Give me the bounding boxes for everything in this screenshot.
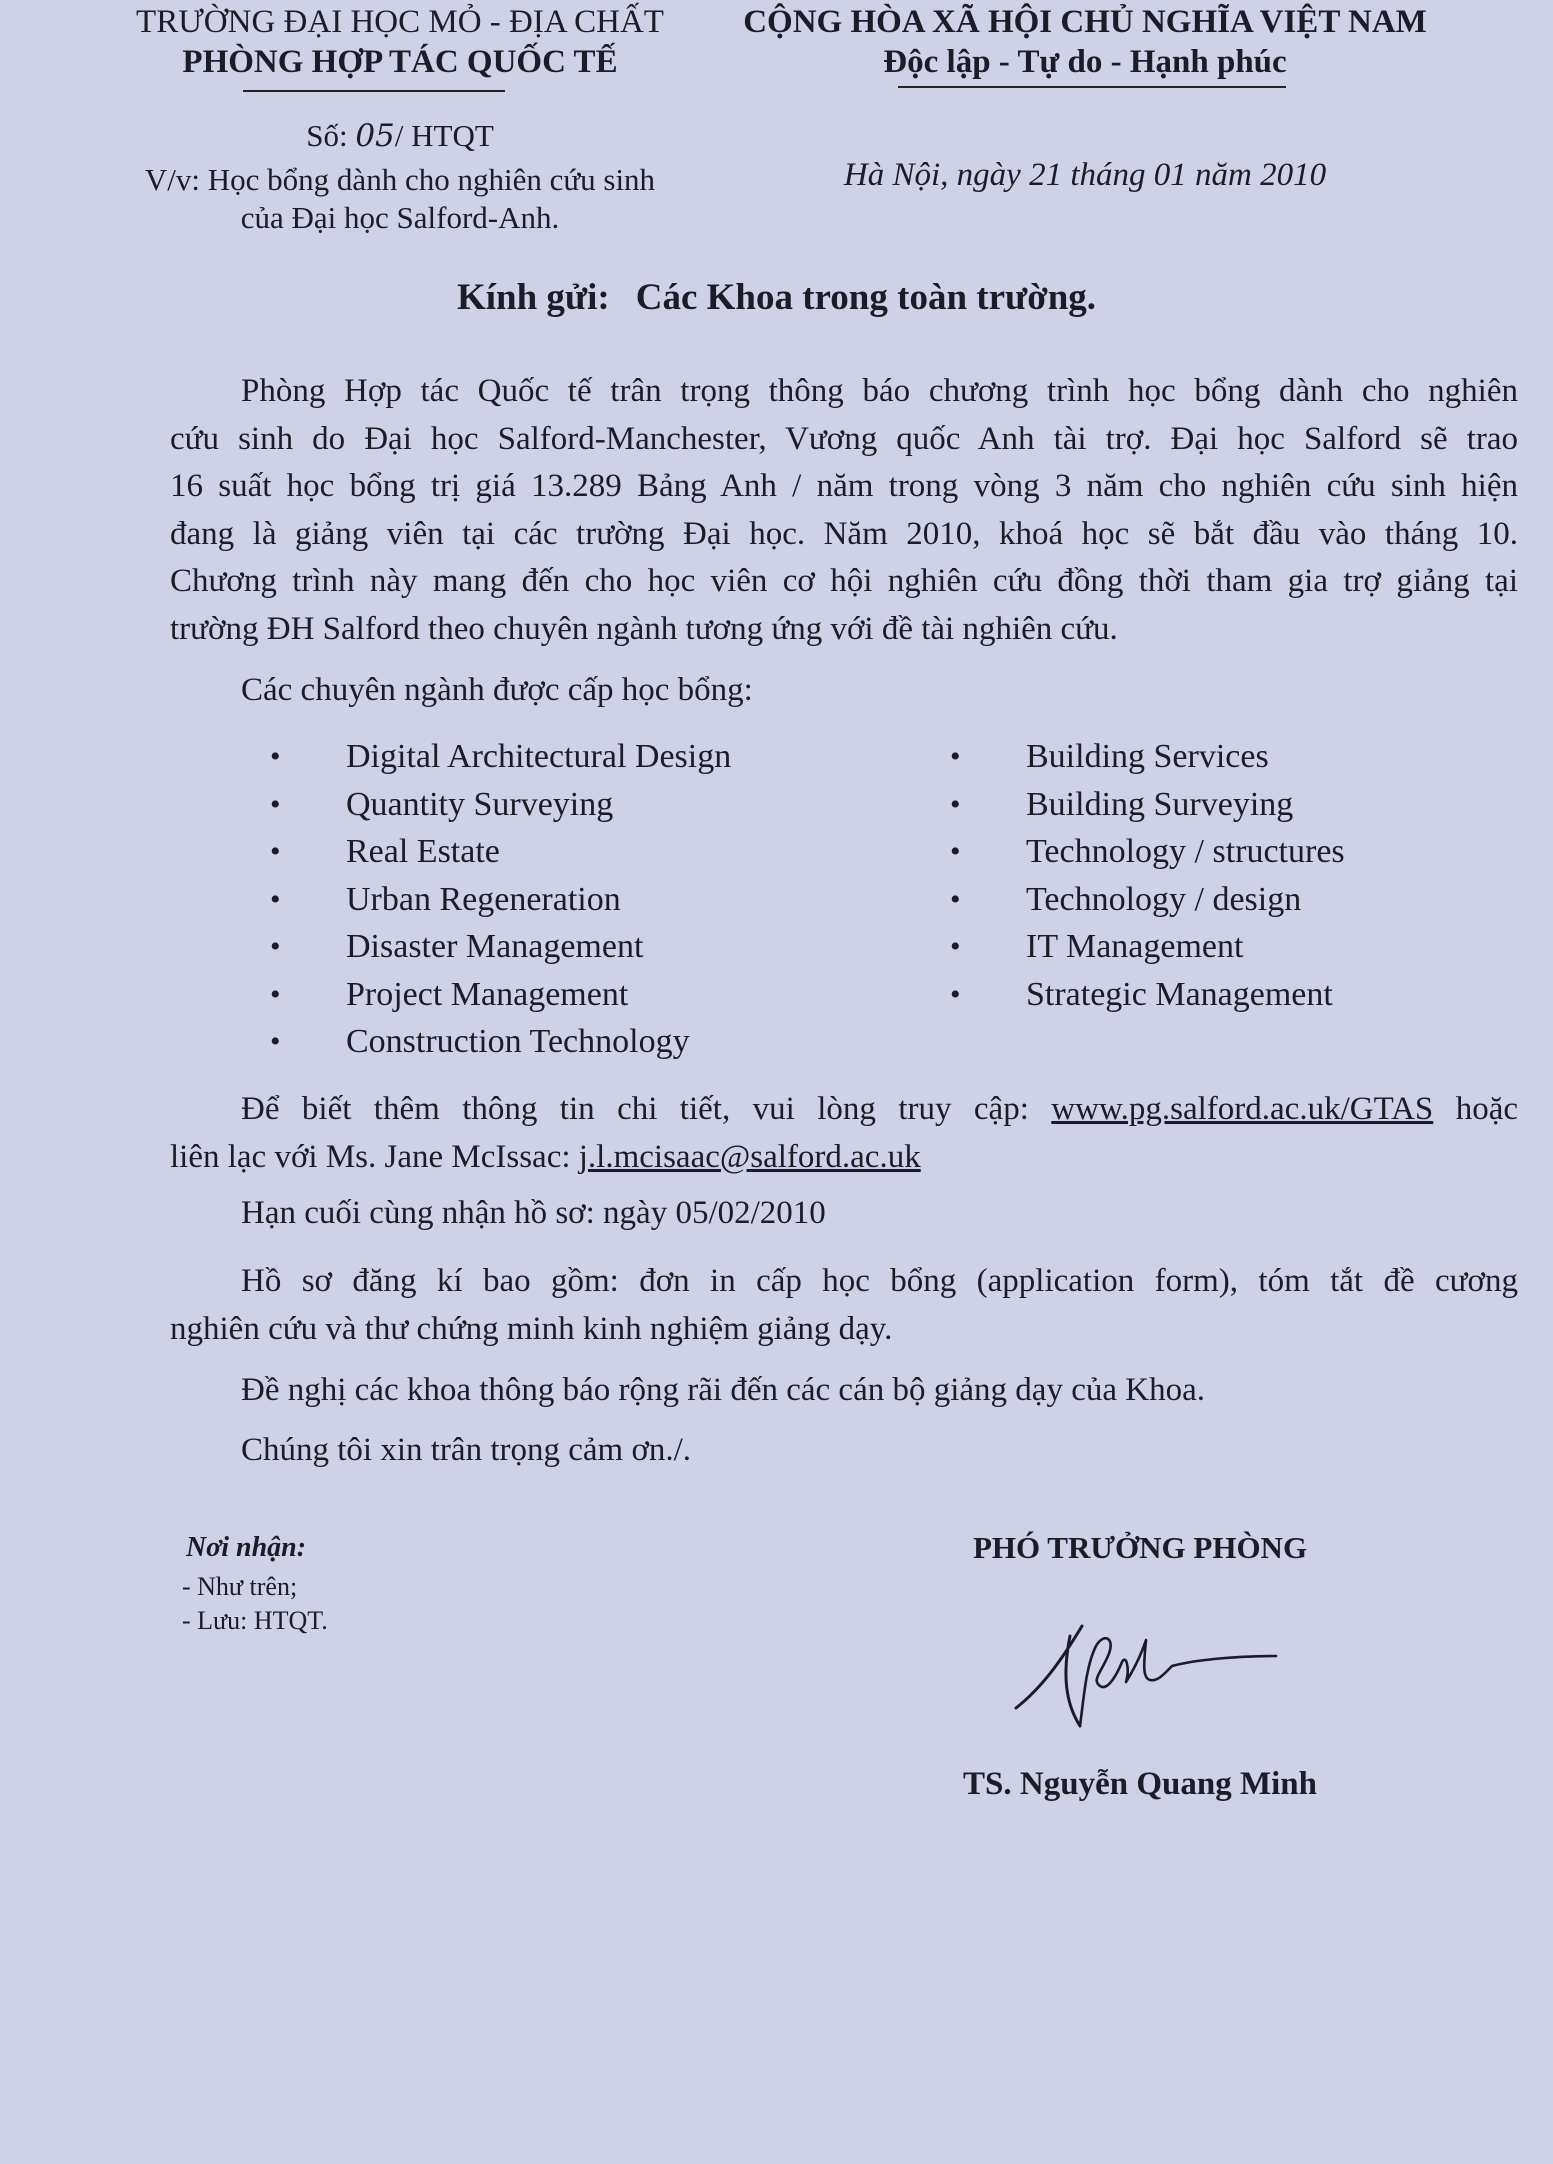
list-item: • Project Management bbox=[270, 971, 731, 1019]
recipients-title: Nơi nhận: bbox=[186, 1532, 307, 1563]
nation-motto: Độc lập - Tự do - Hạnh phúc bbox=[883, 44, 1287, 80]
info-line-1 bbox=[170, 1086, 1518, 1134]
document-number-suffix: / HTQT bbox=[394, 118, 494, 153]
request-text: Đề nghị các khoa thông báo rộng rãi đến các cán bộ giảng dạy của Khoa. bbox=[241, 1372, 1205, 1408]
intro-line: Phòng Hợp tác Quốc tế trân trọng thông báo chương trình học bổng dành cho nghiên bbox=[241, 373, 1518, 409]
info-paragraph bbox=[170, 1086, 1518, 1181]
thanks-text: Chúng tôi xin trân trọng cảm ơn./. bbox=[241, 1432, 692, 1468]
dossier-line: Hồ sơ đăng kí bao gồm: đơn in cấp học bổng (application form), tóm tắt đề cương bbox=[241, 1263, 1518, 1299]
document-number-prefix: Số: bbox=[306, 118, 348, 153]
recipient-item: - Lưu: HTQT. bbox=[182, 1606, 328, 1635]
dossier-line: nghiên cứu và thư chứng minh kinh nghiệm giảng dạy. bbox=[170, 1310, 893, 1347]
intro-line: cứu sinh do Đại học Salford-Manchester, Vương quốc Anh tài trợ. Đại học Salford sẽ trao bbox=[170, 420, 1518, 457]
deadline: Hạn cuối cùng nhận hồ sơ: ngày 05/02/2010 bbox=[241, 1195, 826, 1231]
contact-text: liên lạc với Ms. Jane McIssac: bbox=[170, 1138, 571, 1175]
list-item: • Urban Regeneration bbox=[270, 876, 731, 924]
info-text: Để biết thêm thông tin chi tiết, vui lòng truy cập: bbox=[241, 1091, 1029, 1127]
intro-line: trường ĐH Salford theo chuyên ngành tương ứng với đề tài nghiên cứu. bbox=[170, 610, 1118, 647]
recipient-item: - Như trên; bbox=[182, 1572, 298, 1601]
intro-paragraph bbox=[170, 368, 1518, 653]
intro-line: đang là giảng viên tại các trường Đại học. Năm 2010, khoá học sẽ bắt đầu vào tháng 10. bbox=[170, 515, 1518, 552]
subject-line-1: V/v: Học bổng dành cho nghiên cứu sinh bbox=[144, 162, 656, 197]
list-item: • Strategic Management bbox=[950, 971, 1345, 1019]
info-line-2 bbox=[170, 1134, 1518, 1182]
list-item: • Real Estate bbox=[270, 828, 731, 876]
greeting-recipient: Các Khoa trong toàn trường. bbox=[635, 277, 1097, 318]
fields-list-left bbox=[270, 733, 731, 1066]
list-item: • Building Surveying bbox=[950, 781, 1345, 829]
list-item: • Disaster Management bbox=[270, 923, 731, 971]
list-item: • IT Management bbox=[950, 923, 1345, 971]
list-item: • Construction Technology bbox=[270, 1018, 731, 1066]
fields-title: Các chuyên ngành được cấp học bổng: bbox=[241, 672, 753, 708]
list-item: • Quantity Surveying bbox=[270, 781, 731, 829]
greeting bbox=[0, 276, 1553, 319]
list-item: • Digital Architectural Design bbox=[270, 733, 731, 781]
header-right-rule bbox=[898, 86, 1286, 88]
signer-name: TS. Nguyễn Quang Minh bbox=[963, 1766, 1317, 1802]
signer-title: PHÓ TRƯỞNG PHÒNG bbox=[972, 1530, 1308, 1565]
document-number bbox=[110, 118, 690, 154]
email-link[interactable]: j.l.mcisaac@salford.ac.uk bbox=[578, 1138, 921, 1175]
info-text-end: hoặc bbox=[1455, 1091, 1519, 1127]
document-number-value: 05 bbox=[355, 118, 395, 154]
list-item: • Building Services bbox=[950, 733, 1345, 781]
list-item: • Technology / structures bbox=[950, 828, 1345, 876]
greeting-label: Kính gửi: bbox=[456, 277, 610, 318]
intro-line: 16 suất học bổng trị giá 13.289 Bảng Anh / năm trong vòng 3 năm cho nghiên cứu sinh hiện bbox=[170, 468, 1518, 504]
document-date: Hà Nội, ngày 21 tháng 01 năm 2010 bbox=[843, 157, 1327, 193]
website-link[interactable]: www.pg.salford.ac.uk/GTAS bbox=[1051, 1091, 1434, 1127]
intro-line: Chương trình này mang đến cho học viên cơ hội nghiên cứu đồng thời tham gia trợ giảng tại bbox=[170, 563, 1518, 599]
fields-list-right bbox=[950, 733, 1345, 1018]
header-left-rule bbox=[243, 90, 505, 92]
nation-title: CỘNG HÒA XÃ HỘI CHỦ NGHĨA VIỆT NAM bbox=[743, 4, 1427, 40]
list-item: • Technology / design bbox=[950, 876, 1345, 924]
handwritten-signature bbox=[1004, 1616, 1284, 1736]
subject-line-2: của Đại học Salford-Anh. bbox=[240, 200, 560, 235]
organization-name: TRƯỜNG ĐẠI HỌC MỎ - ĐỊA CHẤT bbox=[136, 4, 664, 40]
dossier-paragraph bbox=[170, 1258, 1518, 1353]
department-name: PHÒNG HỢP TÁC QUỐC TẾ bbox=[182, 44, 618, 80]
